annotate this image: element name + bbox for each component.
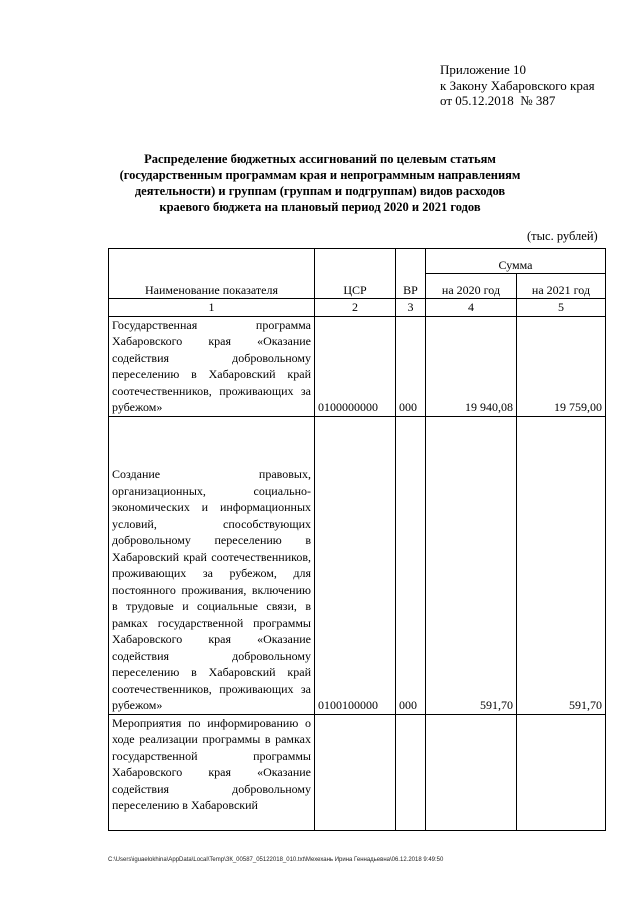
row-csr: [315, 714, 396, 830]
row-sum-2021: 19 759,00: [517, 316, 606, 416]
row-name: Создание правовых, организационных, социально-экономических и информационных условий, способствующих добровольному переселению в Хабаровский край соотечественников, проживающих за рубежом, для постоянного проживания, включению в трудовые и социальные связи, в рамках государственной программы Хабаровского края «Оказание содействия добровольному переселению в Хабаровский край соотечественников, проживающих за рубежом»: [109, 416, 315, 714]
row-sum-2020: [426, 714, 517, 830]
table-row: [109, 714, 606, 830]
row-sum-2021: 591,70: [517, 416, 606, 714]
col-number-4: 4: [426, 299, 517, 317]
header-vr: ВР: [396, 249, 426, 299]
row-vr: 000: [396, 316, 426, 416]
col-number-5: 5: [517, 299, 606, 317]
file-path-footer: C:\Users\iguaelokhina\AppData\Local\Temp\ЗК_00587_05122018_010.txt\Мехехань Ирина Геннадьевна\06.12.2018 9:49:50: [108, 857, 444, 863]
row-vr: [396, 714, 426, 830]
row-csr: 0100100000: [315, 416, 396, 714]
appendix-number: Приложение 10: [440, 62, 527, 77]
row-sum-2020: 591,70: [426, 416, 517, 714]
appendix-date: от 05.12.2018 № 387: [440, 93, 556, 108]
row-csr: 0100000000: [315, 316, 396, 416]
header-name: Наименование показателя: [109, 249, 315, 299]
col-number-3: 3: [396, 299, 426, 317]
row-name: Мероприятия по информированию о ходе реализации программы в рамках государственной программы Хабаровского края «Оказание содействия добровольному переселению в Хабаровский: [109, 714, 315, 830]
row-name: Государственная программа Хабаровского края «Оказание содействия добровольному переселению в Хабаровский край соотечественников, проживающих за рубежом»: [109, 316, 315, 416]
row-sum-2021: [517, 714, 606, 830]
header-sum: Сумма: [426, 249, 606, 274]
table-row: [109, 316, 606, 416]
row-sum-2020: 19 940,08: [426, 316, 517, 416]
budget-table: [108, 248, 606, 831]
units-label: (тыс. рублей): [527, 229, 598, 243]
col-number-1: 1: [109, 299, 315, 317]
header-csr: ЦСР: [315, 249, 396, 299]
col-number-2: 2: [315, 299, 396, 317]
document-title: Распределение бюджетных ассигнований по целевым статьям (государственным программам края и непрограммным направлениям деятельности) и группам (группам и подгруппам) видов расходов краевого бюджета на плановый период 2020 и 2021 годов: [119, 152, 521, 214]
row-vr: 000: [396, 416, 426, 714]
header-year-2020: на 2020 год: [426, 274, 517, 299]
header-year-2021: на 2021 год: [517, 274, 606, 299]
appendix-law: к Закону Хабаровского края: [440, 77, 595, 93]
appendix-header: [440, 62, 595, 109]
column-number-row: [109, 299, 606, 317]
table-row: [109, 416, 606, 714]
